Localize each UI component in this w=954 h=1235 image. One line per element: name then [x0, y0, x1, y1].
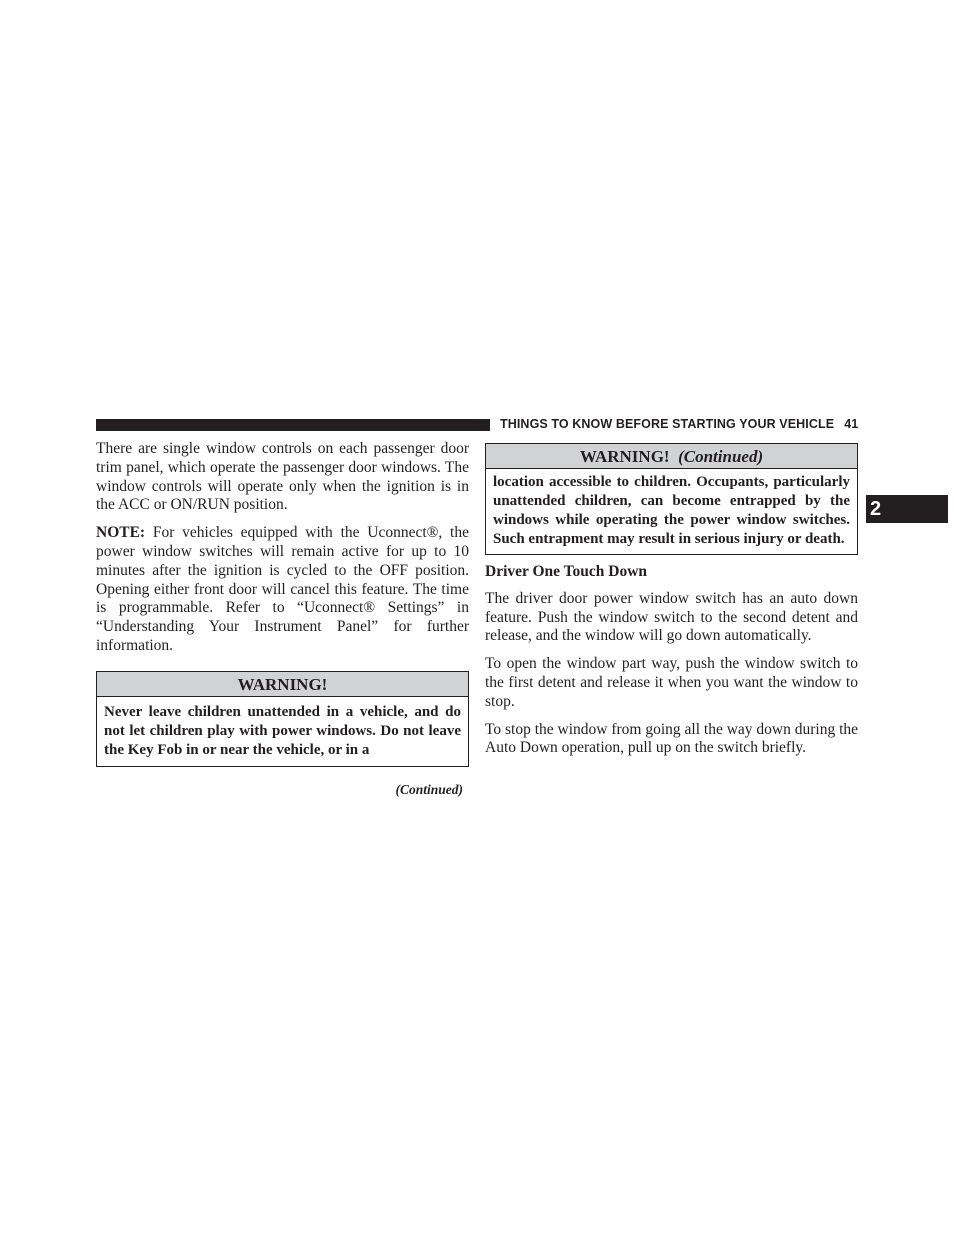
note-text: For vehicles equipped with the Uconnect®, the power window switches will remain active for up to 10 minutes after the ignition is cycled to the OFF position. Opening either front door will cancel this feature. The time is programmable. Refer to “Uconnect® Settings” in “Understanding Your Instrument Panel” for further information.: [96, 524, 469, 654]
header-rule: [96, 419, 490, 431]
chapter-tab: 2: [866, 495, 948, 523]
warning-title-text: WARNING!: [579, 447, 670, 466]
warning-text: Never leave children unattended in a vehicle, and do not let children play with power windows. Do not leave the Key Fob in or near the vehicle, or in a: [104, 703, 461, 758]
warning-title-continued: [486, 444, 857, 469]
body-paragraph-1: The driver door power window switch has an auto down feature. Push the window switch to the second detent and release, and the window will go down automatically.: [485, 589, 858, 645]
continued-label: (Continued): [395, 781, 463, 797]
right-column: [485, 440, 858, 767]
section-title: THINGS TO KNOW BEFORE STARTING YOUR VEHICLE: [500, 417, 835, 431]
warning-box-continued: [485, 443, 858, 555]
warning-title: WARNING!: [97, 672, 468, 697]
warning-continued-label: (Continued): [678, 447, 764, 466]
left-column: [96, 440, 469, 800]
section-heading: Driver One Touch Down: [485, 563, 648, 580]
page-number: 41: [844, 417, 859, 431]
intro-paragraph: There are single window controls on each passenger door trim panel, which operate the passenger door windows. The window controls will operate only when the ignition is in the ACC or ON/RUN position.: [96, 440, 469, 514]
note-paragraph: [96, 524, 469, 656]
body-paragraph-2: To open the window part way, push the window switch to the first detent and release it when you want the window to stop.: [485, 655, 858, 710]
warning-text-continued: location accessible to children. Occupants, particularly unattended children, can become entrapped by the windows while operating the power window switches. Such entrapment may result in serious injury or death.: [493, 474, 850, 547]
note-label: NOTE:: [96, 524, 146, 542]
body-paragraph-3: To stop the window from going all the way down during the Auto Down operation, pull up on the switch briefly.: [485, 720, 859, 757]
running-header: [500, 417, 858, 433]
warning-box: [96, 671, 469, 767]
